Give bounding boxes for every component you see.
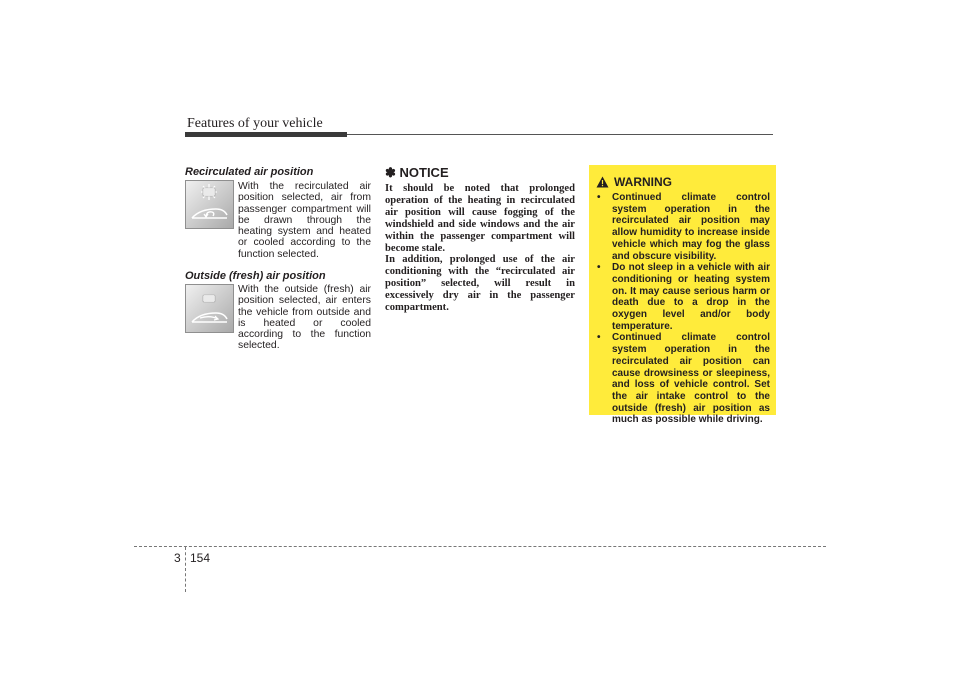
notice-paragraph: In addition, prolonged use of the air conditioning with the “recirculated air position” selected, will result in excessively dry air in the passenger compartment. [385,254,575,314]
warning-title: WARNING [614,175,672,189]
warning-list [592,192,770,426]
header-rule [347,134,773,135]
page-number: 154 [190,551,211,565]
notice-heading: ✽ NOTICE [385,165,449,180]
warning-heading [596,175,672,189]
recirculated-heading: Recirculated air position [185,166,314,178]
header-bar [185,132,347,137]
recirculated-text: With the recirculated air position selected, air from passenger compartment will be drawn through the heating system and heated or cooled according to the function selected. [238,181,371,260]
outside-text: With the outside (fresh) air position selected, air enters the vehicle from outside and is heated or cooled according to the function selected. [238,284,371,352]
notice-body [385,183,575,314]
warning-triangle-icon [596,176,609,188]
warning-item: • Continued climate control system operation in the recirculated air position may allow humidity to increase inside vehicle which may fog the glass and obscure visibility. [592,192,770,262]
notice-paragraph: It should be noted that prolonged operation of the heating in recirculated air position will cause fogging of the windshield and side windows and the air within the passenger compartment will become stale. [385,183,575,254]
chapter-number: 3 [174,551,181,565]
outside-heading: Outside (fresh) air position [185,270,326,282]
warning-item: • Do not sleep in a vehicle with air conditioning or heating system on. It may cause serious harm or death due to a drop in the oxygen level and/or body temperature. [592,262,770,332]
fresh-air-icon [185,284,234,333]
recirculated-air-icon [185,180,234,229]
warning-item: • Continued climate control system operation in the recirculated air position can cause drowsiness or sleepiness, and loss of vehicle control. Set the air intake control to the outside (fresh) air position as much as possible while driving. [592,332,770,426]
footer-divider [185,547,186,592]
header-title: Features of your vehicle [187,116,323,131]
footer-rule [134,546,826,547]
